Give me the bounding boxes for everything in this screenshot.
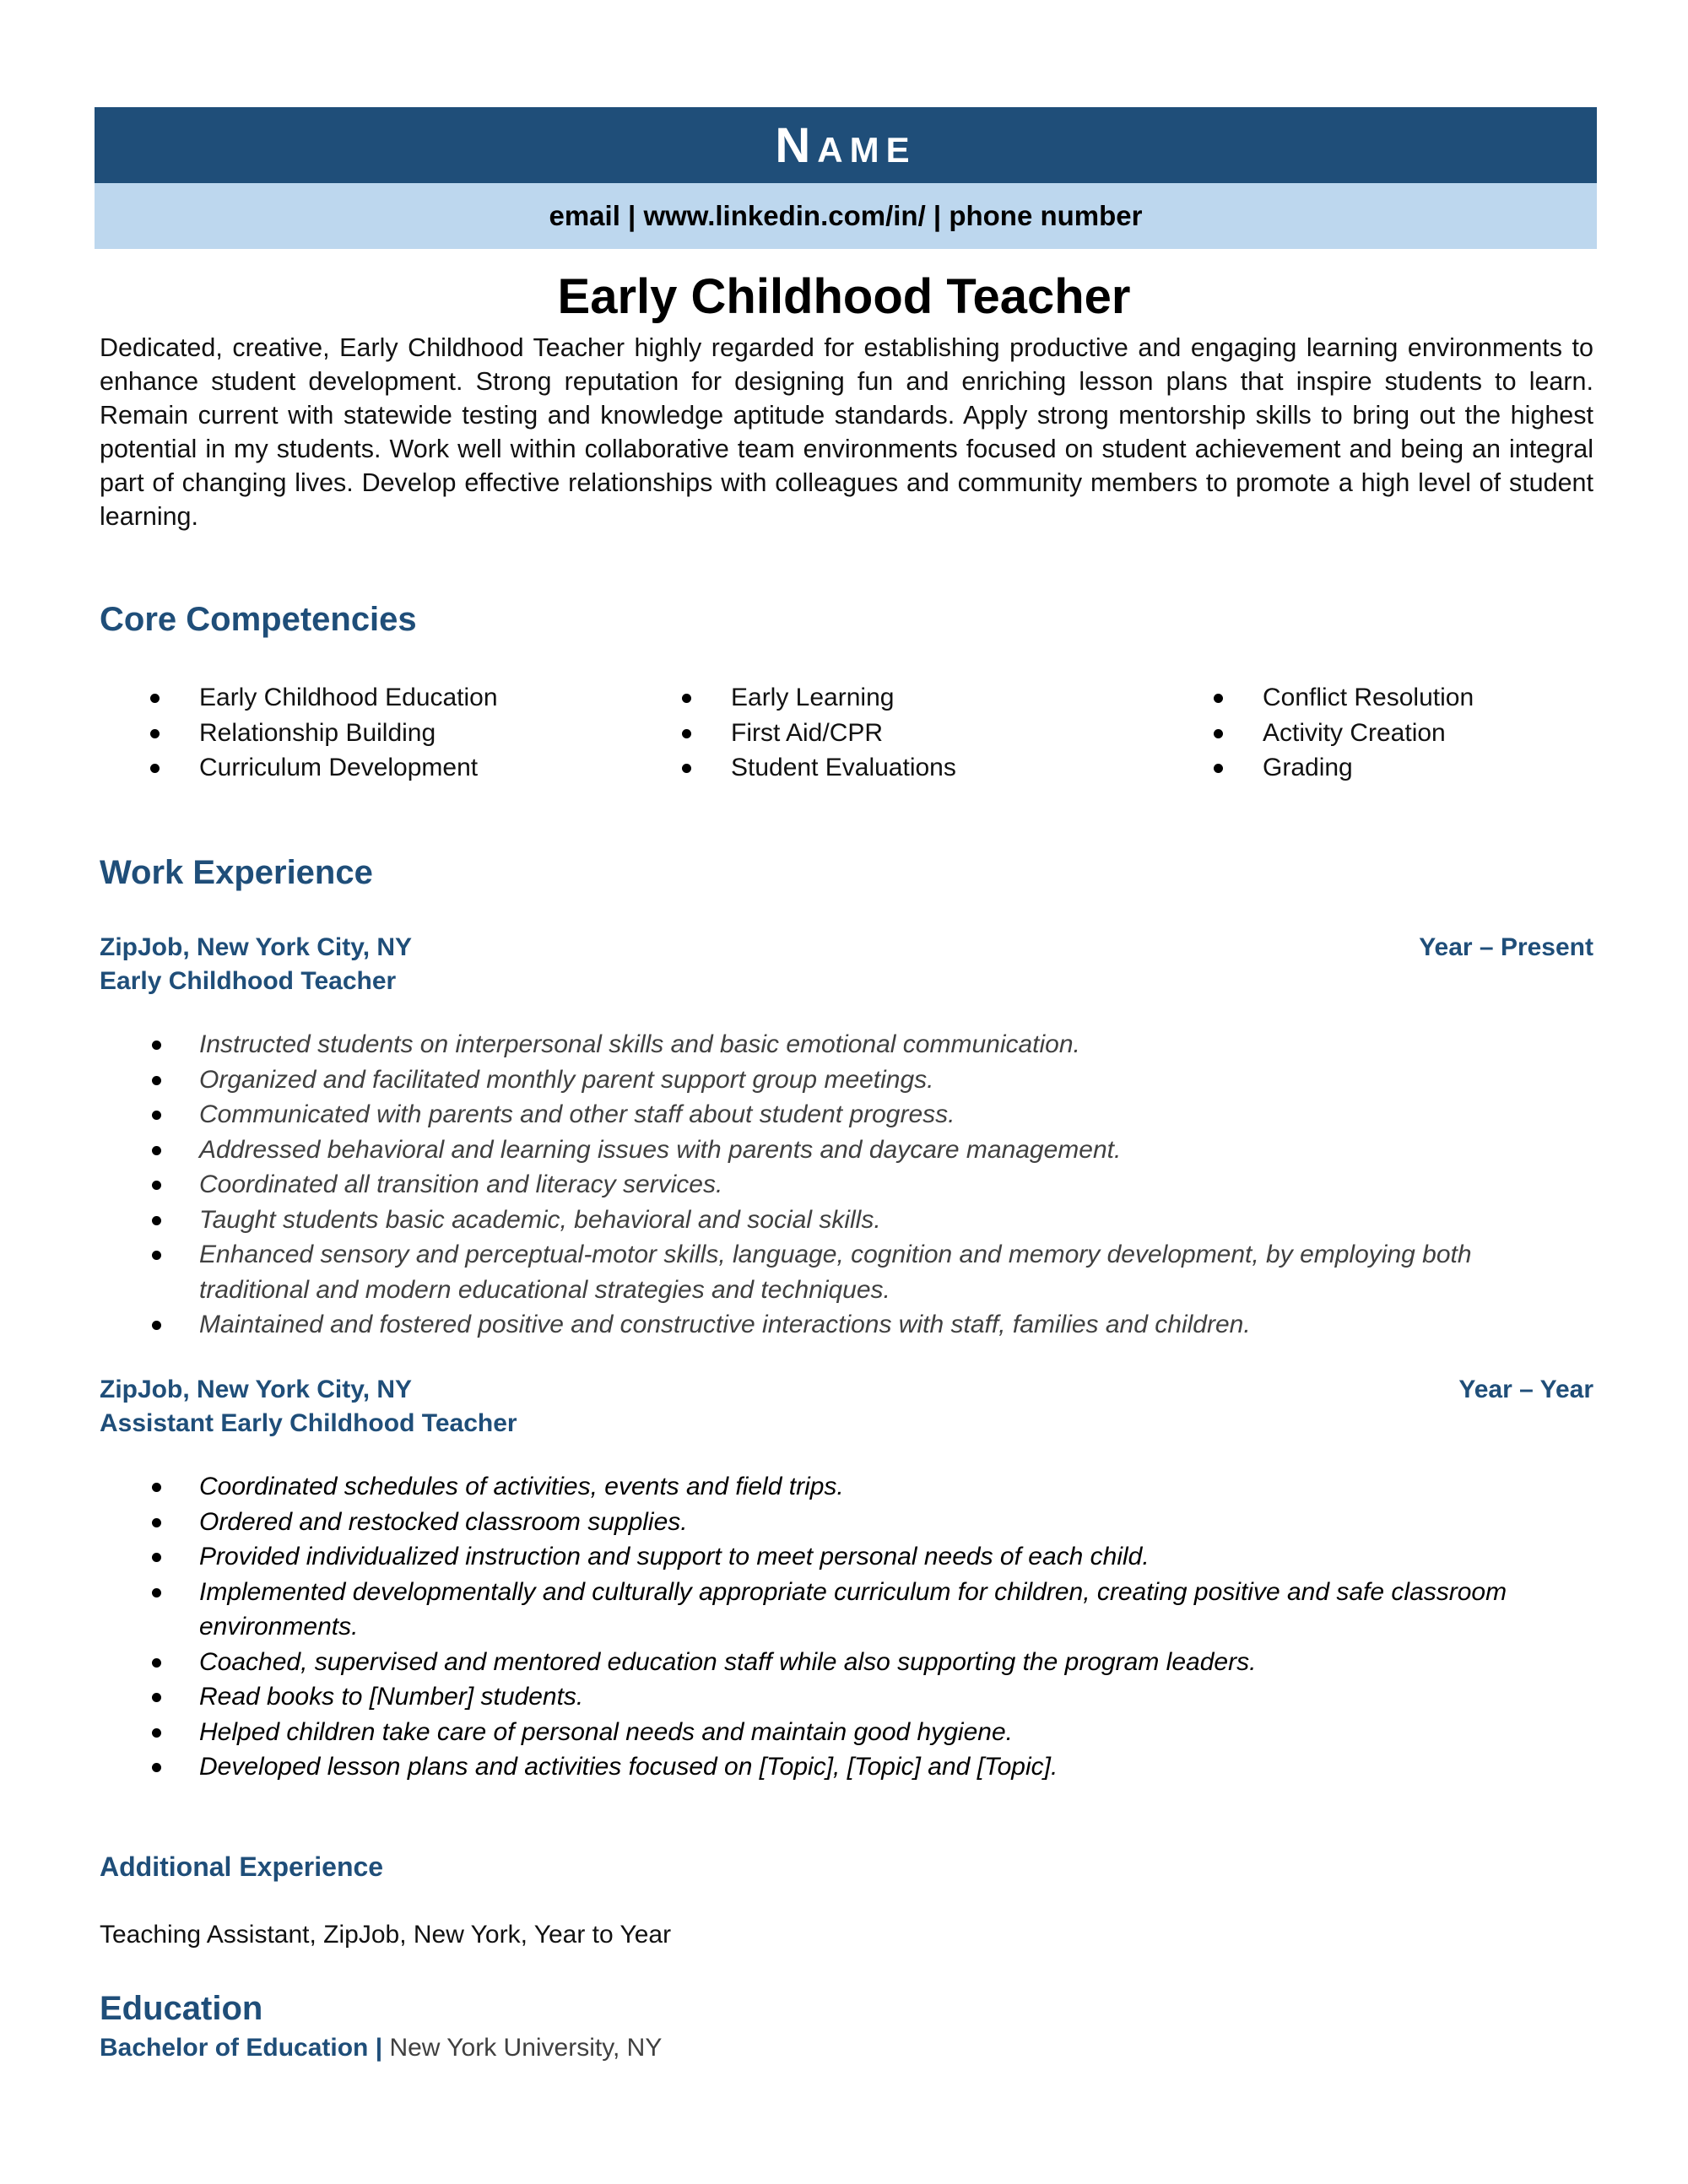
bullet-icon	[682, 764, 691, 773]
list-item: Implemented developmentally and culturally appropriate curriculum for children, creating positive and safe classroom environments.	[100, 1575, 1534, 1645]
competency-item: Relationship Building	[100, 716, 498, 751]
bullet-icon	[682, 694, 691, 703]
contact-info: email | www.linkedin.com/in/ | phone number	[549, 200, 1143, 231]
job-2-dates: Year – Year	[1458, 1376, 1593, 1403]
name-rest: AME	[817, 129, 917, 170]
contact-banner	[95, 183, 1597, 249]
list-item: Communicated with parents and other staff about student progress.	[100, 1097, 1534, 1133]
competencies-column-1	[100, 680, 498, 786]
competency-item: Curriculum Development	[100, 750, 498, 786]
bullet-icon	[152, 1321, 161, 1330]
list-item: Taught students basic academic, behavioral and social skills.	[100, 1203, 1534, 1238]
competency-item: Early Childhood Education	[100, 680, 498, 716]
education-heading: Education	[100, 1990, 263, 2027]
list-item: Read books to [Number] students.	[100, 1679, 1534, 1715]
list-item: Maintained and fostered positive and constructive interactions with staff, families and children.	[100, 1307, 1534, 1343]
bullet-icon	[152, 1763, 161, 1772]
competency-item: First Aid/CPR	[631, 716, 956, 751]
additional-experience-text: Teaching Assistant, ZipJob, New York, Year to Year	[100, 1921, 672, 1949]
bullet-icon	[152, 1076, 161, 1085]
job-1-header	[100, 933, 1593, 962]
list-item: Instructed students on interpersonal skills and basic emotional communication.	[100, 1027, 1534, 1062]
bullet-icon	[152, 1216, 161, 1225]
job-2-bullets	[100, 1469, 1534, 1785]
bullet-icon	[152, 1251, 161, 1260]
bullet-icon	[152, 1111, 161, 1120]
list-item: Coordinated all transition and literacy services.	[100, 1167, 1534, 1203]
bullet-icon	[1214, 764, 1223, 773]
bullet-icon	[152, 1483, 161, 1492]
competencies-heading: Core Competencies	[100, 601, 417, 638]
competency-item: Grading	[1163, 750, 1474, 786]
bullet-icon	[1214, 729, 1223, 738]
competency-item: Early Learning	[631, 680, 956, 716]
education-entry	[100, 2034, 662, 2062]
list-item: Ordered and restocked classroom supplies.	[100, 1505, 1534, 1540]
summary-paragraph: Dedicated, creative, Early Childhood Teacher highly regarded for establishing productive and engaging learning environments to enhance student development. Strong reputation for designing fun and enriching lesson plans that inspire students to learn. Remain current with statewide testing and knowledge aptitude standards. Apply strong mentorship skills to bring out the highest potential in my students. Work well within collaborative team environments focused on student achievement and being an integral part of changing lives. Develop effective relationships with colleagues and community members to promote a high level of student learning.	[100, 333, 1593, 531]
bullet-icon	[1214, 694, 1223, 703]
list-item: Enhanced sensory and perceptual-motor skills, language, cognition and memory development, by employing both traditional and modern educational strategies and techniques.	[100, 1237, 1534, 1307]
bullet-icon	[152, 1658, 161, 1668]
education-degree: Bachelor of Education |	[100, 2034, 383, 2062]
job-2-role: Assistant Early Childhood Teacher	[100, 1409, 517, 1437]
competency-item: Student Evaluations	[631, 750, 956, 786]
work-experience-heading: Work Experience	[100, 854, 373, 891]
bullet-icon	[152, 1518, 161, 1527]
job-2-company: ZipJob, New York City, NY	[100, 1376, 413, 1403]
bullet-icon	[150, 694, 160, 703]
list-item: Coached, supervised and mentored education staff while also supporting the program leaders.	[100, 1645, 1534, 1680]
list-item: Addressed behavioral and learning issues with parents and daycare management.	[100, 1133, 1534, 1168]
bullet-icon	[152, 1693, 161, 1702]
name-banner	[95, 107, 1597, 183]
job-2-header	[100, 1376, 1593, 1404]
competencies-column-2	[631, 680, 956, 786]
bullet-icon	[152, 1146, 161, 1155]
bullet-icon	[152, 1588, 161, 1597]
name-initial: N	[775, 117, 818, 173]
resume-title: Early Childhood Teacher	[557, 269, 1131, 324]
list-item: Coordinated schedules of activities, events and field trips.	[100, 1469, 1534, 1505]
job-1-company: ZipJob, New York City, NY	[100, 933, 413, 961]
education-school: New York University, NY	[389, 2034, 663, 2062]
job-1-role: Early Childhood Teacher	[100, 967, 397, 995]
job-1-bullets	[100, 1027, 1534, 1343]
bullet-icon	[152, 1181, 161, 1190]
additional-experience-heading: Additional Experience	[100, 1852, 384, 1882]
list-item: Organized and facilitated monthly parent support group meetings.	[100, 1062, 1534, 1098]
list-item: Helped children take care of personal needs and maintain good hygiene.	[100, 1715, 1534, 1750]
competency-item: Conflict Resolution	[1163, 680, 1474, 716]
bullet-icon	[152, 1553, 161, 1562]
bullet-icon	[152, 1041, 161, 1050]
bullet-icon	[150, 729, 160, 738]
bullet-icon	[150, 764, 160, 773]
bullet-icon	[682, 729, 691, 738]
competencies-column-3	[1163, 680, 1474, 786]
list-item: Provided individualized instruction and support to meet personal needs of each child.	[100, 1539, 1534, 1575]
bullet-icon	[152, 1728, 161, 1738]
list-item: Developed lesson plans and activities focused on [Topic], [Topic] and [Topic].	[100, 1749, 1534, 1785]
job-1-dates: Year – Present	[1419, 933, 1593, 961]
candidate-name	[775, 117, 916, 174]
competency-item: Activity Creation	[1163, 716, 1474, 751]
